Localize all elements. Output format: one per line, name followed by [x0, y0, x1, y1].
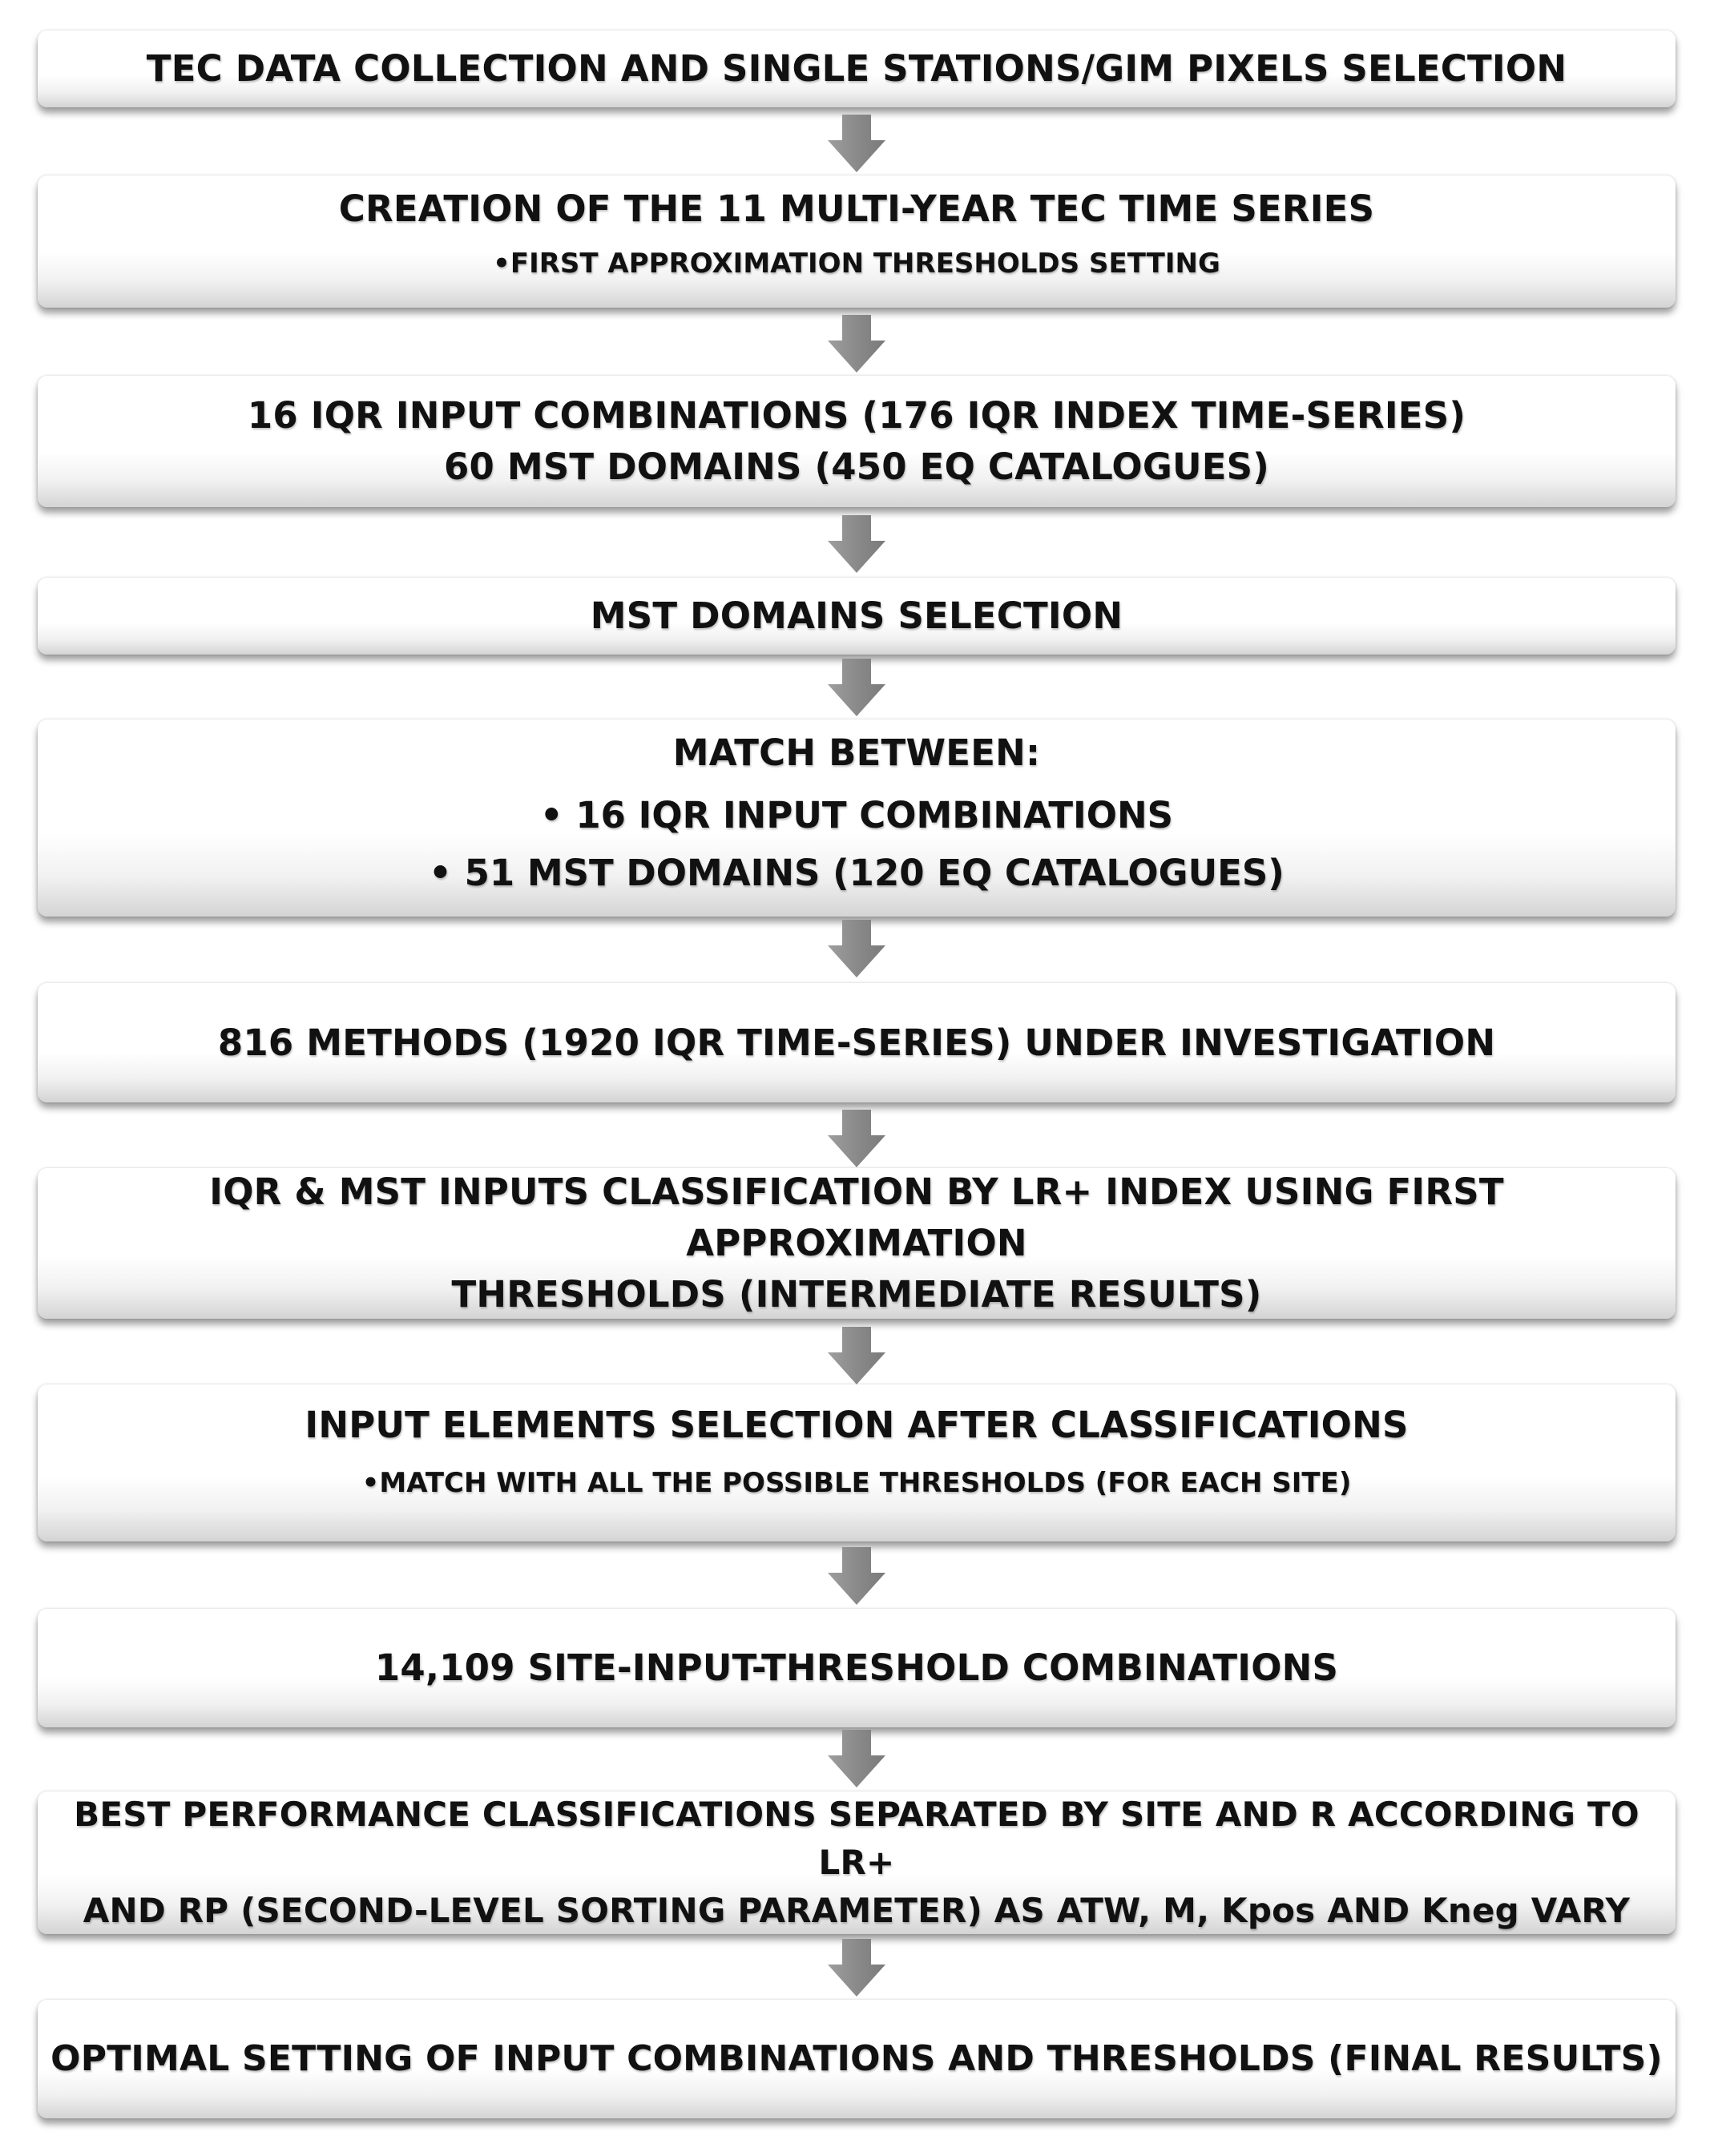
step-6-box [38, 983, 1676, 1102]
step-11-title: OPTIMAL SETTING OF INPUT COMBINATIONS AND THRESHOLDS (FINAL RESULTS) [50, 2038, 1663, 2079]
flow-arrow-icon [828, 920, 885, 977]
flow-arrow-icon [828, 1110, 885, 1167]
step-7-box [38, 1168, 1676, 1319]
step-4-title: MST DOMAINS SELECTION [590, 594, 1123, 637]
step-8-box [38, 1384, 1676, 1541]
step-1-title: TEC DATA COLLECTION AND SINGLE STATIONS/GIM PIXELS SELECTION [146, 47, 1567, 90]
step-7-line-1: IQR & MST INPUTS CLASSIFICATION BY LR+ INDEX USING FIRST APPROXIMATION [209, 1171, 1504, 1264]
step-1-box [38, 30, 1676, 107]
step-5-bullet-2: • 51 MST DOMAINS (120 EQ CATALOGUES) [429, 852, 1284, 894]
step-10-line-1: BEST PERFORMANCE CLASSIFICATIONS SEPARATED BY SITE AND R ACCORDING TO LR+ [74, 1795, 1639, 1882]
step-3-line-2: 60 MST DOMAINS (450 EQ CATALOGUES) [443, 445, 1270, 488]
step-11-box [38, 2000, 1676, 2118]
step-2-subpoint: •FIRST APPROXIMATION THRESHOLDS SETTING [493, 248, 1220, 280]
flow-arrow-icon [828, 1730, 885, 1787]
step-9-box [38, 1609, 1676, 1727]
step-2-box [38, 175, 1676, 308]
flow-arrow-icon [828, 315, 885, 373]
flow-arrow-icon [828, 1939, 885, 1997]
step-3-line-1: 16 IQR INPUT COMBINATIONS (176 IQR INDEX TIME-SERIES) [247, 394, 1466, 437]
step-9-title: 14,109 SITE-INPUT-THRESHOLD COMBINATIONS [374, 1646, 1339, 1689]
flow-arrow-icon [828, 1327, 885, 1384]
step-10-box [38, 1791, 1676, 1934]
step-4-box [38, 578, 1676, 655]
step-5-box [38, 719, 1676, 917]
step-10-line-2: AND RP (SECOND-LEVEL SORTING PARAMETER) AS ATW, M, Kpos AND Kneg VARY [83, 1891, 1631, 1930]
step-7-line-2: THRESHOLDS (INTERMEDIATE RESULTS) [451, 1273, 1262, 1316]
flow-arrow-icon [828, 1547, 885, 1605]
step-8-title: INPUT ELEMENTS SELECTION AFTER CLASSIFICATIONS [304, 1404, 1409, 1446]
flow-arrow-icon [828, 115, 885, 172]
step-5-title: MATCH BETWEEN: [672, 731, 1041, 774]
flow-arrow-icon [828, 515, 885, 573]
step-2-title: CREATION OF THE 11 MULTI-YEAR TEC TIME SERIES [338, 187, 1375, 230]
step-5-bullet-1: • 16 IQR INPUT COMBINATIONS [539, 794, 1174, 836]
flow-arrow-icon [828, 659, 885, 716]
step-6-title: 816 METHODS (1920 IQR TIME-SERIES) UNDER INVESTIGATION [217, 1021, 1496, 1064]
step-8-subpoint: •MATCH WITH ALL THE POSSIBLE THRESHOLDS (FOR EACH SITE) [361, 1467, 1352, 1499]
step-3-box [38, 376, 1676, 507]
